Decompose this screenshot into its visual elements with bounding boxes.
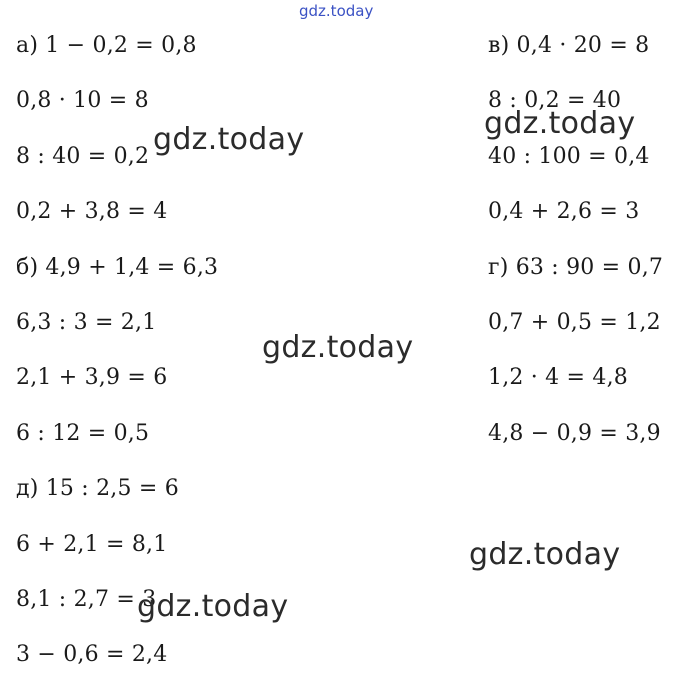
watermark: gdz.today (137, 589, 289, 624)
right-column (488, 27, 663, 470)
watermark: gdz.today (262, 330, 414, 365)
equation-line: 8 : 40 = 0,2 (16, 143, 150, 169)
equation-line: 6 : 12 = 0,5 (16, 420, 150, 446)
equation-line: б) 4,9 + 1,4 = 6,3 (16, 254, 219, 280)
equation-line: д) 15 : 2,5 = 6 (16, 476, 179, 502)
watermark: gdz.today (153, 122, 305, 157)
equation-line: 4,8 − 0,9 = 3,9 (488, 420, 661, 446)
watermark: gdz.today (469, 537, 621, 572)
equation-line: 3 − 0,6 = 2,4 (16, 642, 168, 668)
equation-line: 8 : 0,2 = 40 (488, 88, 622, 114)
equation-line: г) 63 : 90 = 0,7 (488, 254, 664, 280)
equation-line: 40 : 100 = 0,4 (488, 143, 650, 169)
equation-line: 6,3 : 3 = 2,1 (16, 309, 157, 335)
equation-line: а) 1 − 0,2 = 0,8 (16, 33, 197, 58)
watermark-top: gdz.today (299, 2, 374, 20)
equation-line: 2,1 + 3,9 = 6 (16, 365, 168, 391)
watermark: gdz.today (484, 106, 636, 141)
equation-line: 1,2 · 4 = 4,8 (488, 365, 628, 391)
equation-line: в) 0,4 · 20 = 8 (488, 33, 650, 58)
equation-line: 0,8 · 10 = 8 (16, 88, 149, 114)
equation-line: 0,2 + 3,8 = 4 (16, 199, 168, 225)
equation-line: 8,1 : 2,7 = 3 (16, 586, 157, 612)
equation-line: 6 + 2,1 = 8,1 (16, 531, 168, 557)
equation-line: 0,4 + 2,6 = 3 (488, 199, 640, 225)
equation-line: 0,7 + 0,5 = 1,2 (488, 309, 661, 335)
